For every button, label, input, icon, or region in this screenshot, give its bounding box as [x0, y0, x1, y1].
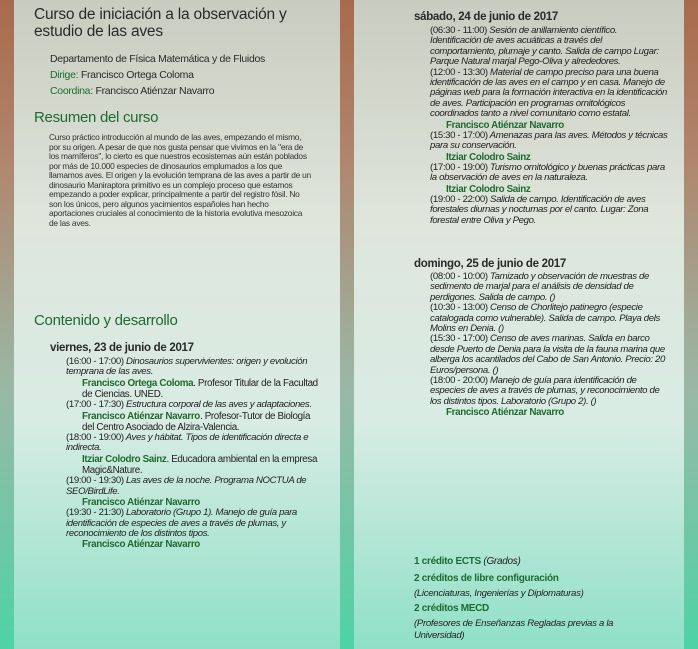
event-item: (18:00 - 20:00) Manejo de guía para identificación de especies de aves a través de plumas, y reconocimiento de los distintos tipos. Laboratorio (Grupo 2). () — [430, 375, 660, 407]
event-item: (18:00 - 19:00) Aves y hábitat. Tipos de identificación directa e indirecta. — [66, 432, 309, 454]
coordinator-label: Coordina: — [50, 85, 93, 97]
event-item: (08:00 - 10:00) Tamizado y observación de muestras de sedimento de marjal para el análisis de densidad de perdigones. Salida de campo. () — [430, 271, 649, 303]
credit-ects: 1 crédito ECTS (Grados) — [414, 556, 521, 567]
event-item: (06:30 - 11:00) Sesión de anillamiento científico. Identificación de aves acuáticas a través del comportamiento, plumaje y canto. Salida de campo Lugar: Parque Natural marjal Pego-Oliva y alrededores. — [430, 25, 659, 68]
day-label-sunday: domingo, 25 de junio de 2017 — [414, 258, 566, 270]
speaker: Francisco Atiénzar Navarro — [82, 497, 200, 509]
day-label-saturday: sábado, 24 de junio de 2017 — [414, 11, 559, 23]
summary-text: Curso práctico introducción al mundo de las aves, empezando el mismo, por su origen. A pesar de que nos gusta pensar que vivimos en la "era de los mamíferos", lo cierto es que nuestros ecosistemas aún están poblados por más de 10.000 especies de dinosaurios emplumados a los que llamamos aves. El origen y la evolución temprana de las aves a partir de un dinosaurio Maniraptora primitivo es un complejo proceso que estamos empezando a poder explicar, principalmente a partir del registro fósil. No son los únicos, pero algunos yacimientos españoles han hecho aportaciones cruciales al conocimiento de la historia evolutiva mesozoica de las aves. — [49, 132, 311, 228]
credit-libre-note: (Licenciaturas, Ingenierías y Diplomaturas) — [414, 588, 584, 599]
director-label: Dirige: — [50, 69, 79, 81]
content-heading: Contenido y desarrollo — [34, 312, 178, 329]
speaker: Francisco Atiénzar Navarro — [446, 407, 564, 419]
event-item: (12:00 - 13:30) Material de campo preciso para una buena identificación de las aves en el campo y en casa. Manejo de páginas web para la formación interactiva en la identificación de aves. Participación en programas ornitológicos coordinados tanto a nivel comunitario como estatal. — [430, 66, 667, 120]
event-item: (19:00 - 19:30) Las aves de la noche. Programa NOCTUA de SEO/BirdLife. — [66, 475, 307, 497]
credit-mecd: 2 créditos MECD — [414, 603, 489, 614]
event-item: (19:00 - 22:00) Salida de campo. Identificación de aves forestales diurnas y nocturnas por el canto. Lugar: Zona forestal entre Oliva y Pego. — [430, 193, 649, 226]
day-label-friday: viernes, 23 de junio de 2017 — [50, 342, 194, 354]
department-line — [50, 53, 265, 65]
director-name: Francisco Ortega Coloma — [80, 69, 194, 81]
schedule-friday — [66, 357, 324, 551]
speaker: Itziar Colodro Sainz. Educadora ambiental en la empresa Magic&Nature. — [82, 453, 318, 477]
event-item: (16:00 - 17:00) Dinosaurios supervivientes: origen y evolución temprana de las aves. — [66, 356, 308, 378]
event-item: (15:30 - 17:00) Amenazas para las aves. Métodos y técnicas para su conservación. — [430, 129, 668, 152]
speaker: Francisco Atiénzar Navarro — [82, 539, 200, 551]
event-item: (15:30 - 17:00) Censo de aves marinas. Salida en barco desde Puerto de Denia para la visita de la fauna marina que alberga los acantilados del Cabo de San Antonio. Precio: 20 Euros/persona. () — [430, 333, 665, 376]
coordinator-line — [50, 85, 214, 97]
schedule-sunday — [430, 272, 668, 418]
director-line — [50, 69, 194, 81]
event-item: (19:30 - 21:30) Laboratorio (Grupo 1). Manejo de guía para identificación de especies de aves a través de plumas, y reconocimiento de los distintos tipos. — [66, 507, 297, 540]
credit-libre: 2 créditos de libre configuración — [414, 573, 559, 584]
speaker: Francisco Ortega Coloma. Profesor Titular de la Facultad de Ciencias. UNED. — [82, 377, 318, 401]
department: Departamento de Física Matemática y de Fluidos — [50, 53, 265, 65]
event-item: (17:00 - 19:00) Turismo ornitológico y buenas prácticas para la observación de aves en la naturaleza. — [430, 161, 665, 184]
decorative-strip-middle — [340, 0, 354, 649]
speaker: Francisco Atiénzar Navarro — [446, 119, 564, 131]
course-title: Curso de iniciación a la observación y estudio de las aves — [34, 6, 287, 40]
summary-heading: Resumen del curso — [34, 109, 159, 126]
event-item: (10:30 - 13:00) Censo de Chorlitejo patinegro (especie catalogada como vulnerable). Salida de campo. Playa dels Molins en Denia. () — [430, 302, 660, 335]
speaker: Francisco Atiénzar Navarro. Profesor-Tutor de Biología del Centro Asociado de Alzira-Valencia. — [82, 410, 311, 433]
decorative-strip-left — [0, 0, 14, 649]
credit-mecd-note: (Profesores de Enseñanzas Regladas previas a la Universidad) — [414, 618, 614, 641]
speaker: Itziar Colodro Sainz — [446, 183, 531, 195]
decorative-strip-right — [684, 0, 698, 649]
event-item: (17:00 - 17:30) Estructura corporal de las aves y adaptaciones. — [66, 399, 312, 411]
coordinator-name: Francisco Atiénzar Navarro — [95, 85, 215, 97]
speaker: Itziar Colodro Sainz — [446, 151, 531, 163]
schedule-saturday — [430, 26, 668, 226]
